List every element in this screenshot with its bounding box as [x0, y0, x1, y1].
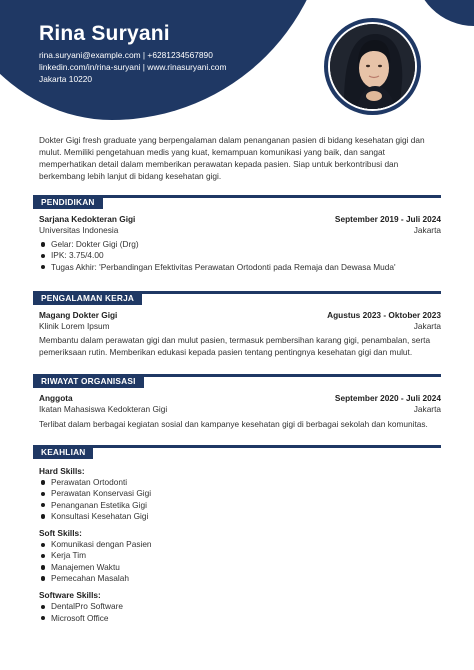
portrait-illustration	[330, 24, 415, 109]
organization-location: Jakarta	[413, 404, 441, 414]
portrait-image	[330, 24, 415, 109]
software-skills-title: Software Skills:	[39, 590, 101, 601]
list-item: Konsultasi Kesehatan Gigi	[39, 511, 441, 522]
list-item: Tugas Akhir: 'Perbandingan Efektivitas Perawatan Ortodonti pada Remaja dan Dewasa Muda'	[39, 262, 441, 273]
list-item: Perawatan Konservasi Gigi	[39, 488, 441, 499]
degree: Sarjana Kedokteran Gigi	[39, 214, 136, 224]
education-location: Jakarta	[413, 225, 441, 235]
contact-web: linkedin.com/in/rina-suryani | www.rinasuryani.com	[39, 62, 227, 72]
list-item: Penanganan Estetika Gigi	[39, 500, 441, 511]
education-dates: September 2019 - Juli 2024	[334, 214, 441, 224]
experience-location: Jakarta	[413, 321, 441, 331]
corner-shape	[414, 0, 474, 26]
education-row	[33, 214, 441, 225]
list-item: Komunikasi dengan Pasien	[39, 539, 441, 550]
organization-row-2	[33, 404, 441, 415]
list-item: Microsoft Office	[39, 613, 441, 624]
contact-block	[39, 49, 226, 85]
organization-row	[33, 393, 441, 404]
list-item: Kerja Tim	[39, 550, 441, 561]
section-header	[33, 291, 441, 305]
section-title: KEAHLIAN	[33, 445, 93, 459]
list-item: DentalPro Software	[39, 601, 441, 612]
software-skills-list	[33, 601, 441, 624]
candidate-name: Rina Suryani	[39, 22, 170, 45]
org-role: Anggota	[39, 393, 73, 403]
contact-email-phone: rina.suryani@example.com | +6281234567890	[39, 50, 213, 60]
list-item: Gelar: Dokter Gigi (Drg)	[39, 239, 441, 250]
list-item: Perawatan Ortodonti	[39, 477, 441, 488]
experience-row	[33, 310, 441, 321]
soft-skills-list	[33, 539, 441, 584]
hard-skills-list	[33, 477, 441, 522]
organization-dates: September 2020 - Juli 2024	[334, 393, 441, 403]
experience-row-2	[33, 321, 441, 332]
school: Universitas Indonesia	[39, 225, 119, 235]
skills-section	[33, 445, 441, 624]
education-row-2	[33, 225, 441, 236]
hard-skills-title: Hard Skills:	[39, 466, 85, 476]
contact-address: Jakarta 10220	[39, 74, 93, 84]
list-item: IPK: 3.75/4.00	[39, 250, 441, 261]
section-header	[33, 195, 441, 209]
education-bullets	[33, 239, 441, 273]
org-name: Ikatan Mahasiswa Kedokteran Gigi	[39, 404, 168, 414]
profile-photo	[324, 18, 421, 115]
experience-section	[33, 291, 441, 358]
list-item: Manajemen Waktu	[39, 562, 441, 573]
experience-dates: Agustus 2023 - Oktober 2023	[327, 310, 441, 320]
list-item: Pemecahan Masalah	[39, 573, 441, 584]
organization-description: Terlibat dalam berbagai kegiatan sosial dan kampanye kesehatan gigi di berbagai sekolah dan komunitas.	[39, 419, 428, 429]
section-title: PENDIDIKAN	[33, 195, 103, 209]
soft-skills-title: Soft Skills:	[39, 528, 82, 539]
profile-summary: Dokter Gigi fresh graduate yang berpengalaman dalam penanganan pasien di bidang kesehatan gigi dan mulut. Memiliki pengetahuan medis yang kuat, kemampuan komunikasi yang baik, dan sangat memperhatikan detail dalam memberikan perawatan kepada pasien. Siap untuk berkontribusi dan berkembang lebih lanjut di bidang kesehatan gigi.	[39, 135, 425, 181]
section-header	[33, 374, 441, 388]
education-section	[33, 195, 441, 273]
organization-section	[33, 374, 441, 431]
section-header	[33, 445, 441, 459]
company: Klinik Lorem Ipsum	[39, 321, 110, 331]
experience-description: Membantu dalam perawatan gigi dan mulut pasien, termasuk pembersihan karang gigi, penambalan, serta pemeriksaan rutin. Memberikan edukasi kepada pasien tentang pentingnya kesehatan gigi dan mulut.	[39, 335, 431, 357]
job-role: Magang Dokter Gigi	[39, 310, 118, 320]
section-title: RIWAYAT ORGANISASI	[33, 374, 144, 388]
section-title: PENGALAMAN KERJA	[33, 291, 142, 305]
